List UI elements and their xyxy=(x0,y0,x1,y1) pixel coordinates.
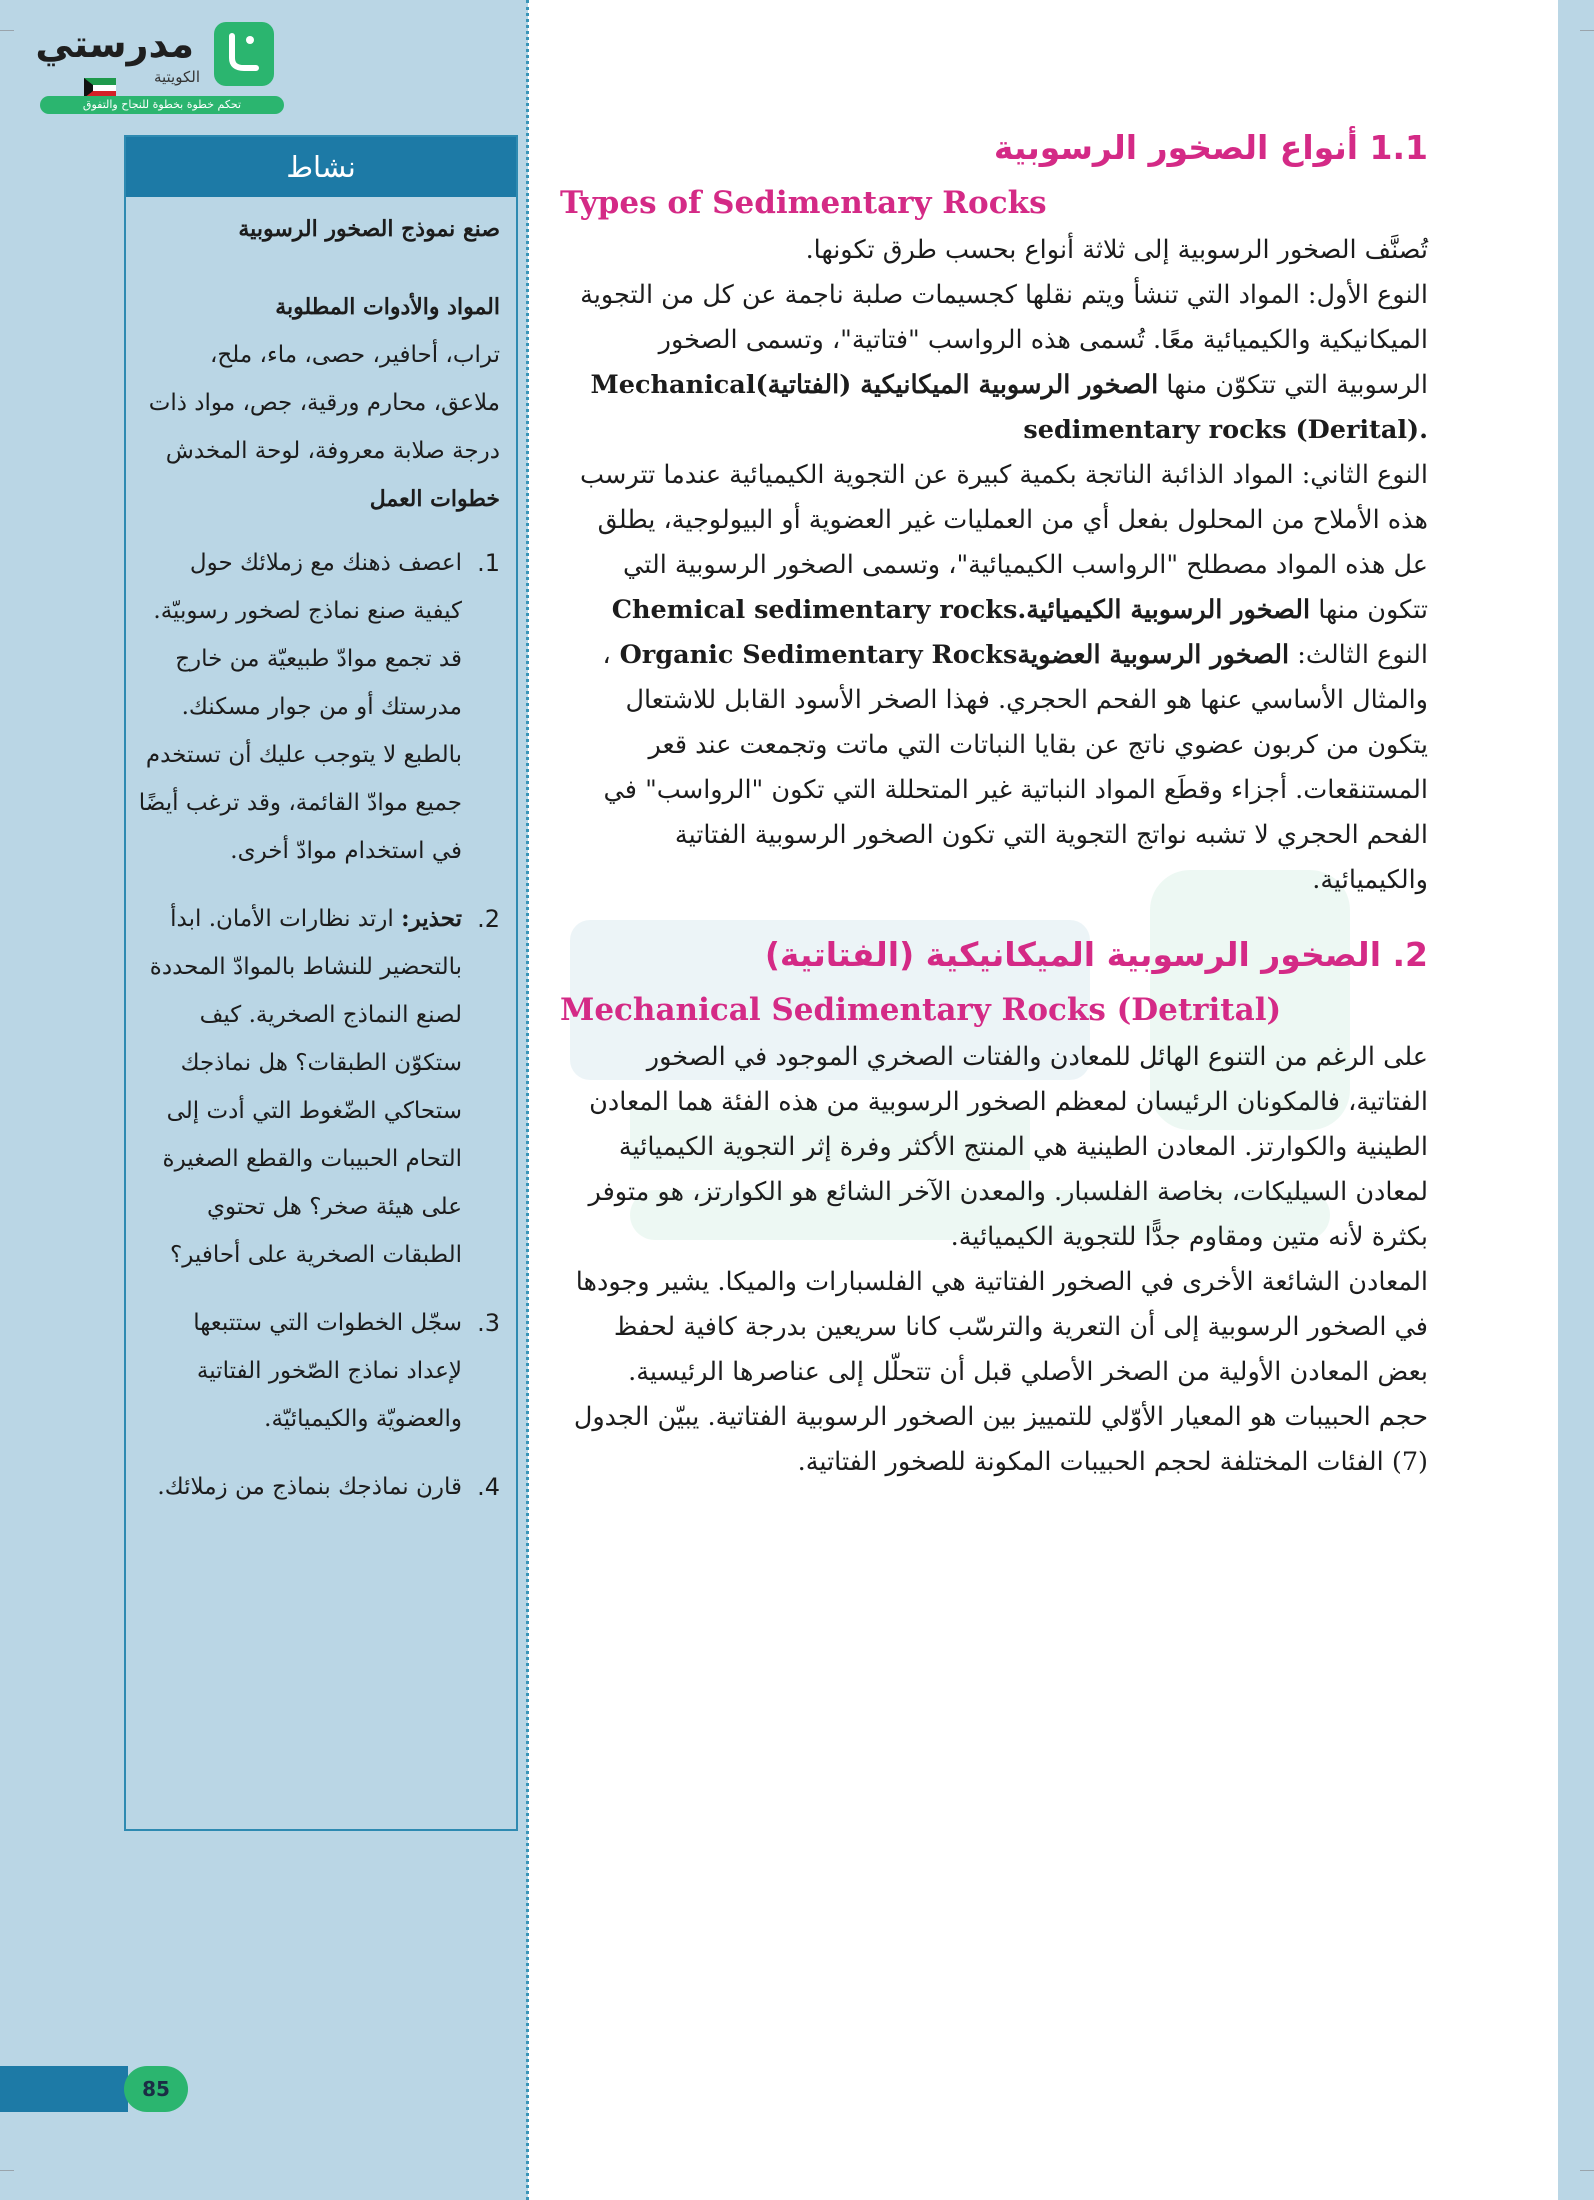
crop-mark xyxy=(0,30,14,31)
step-text: ارتد نظارات الأمان. ابدأ بالتحضير للنشاط بالموادّ المحددة لصنع النماذج الصخرية. كيف ستكوّن الطبقات؟ هل نماذجك ستحاكي الضّغوط التي أدت إلى التحام الحبيبات والقطع الصغيرة على هيئة صخر؟ هل تحتوي الطبقات الصخرية على أحافير؟ xyxy=(149,906,462,1268)
type1-paragraph xyxy=(560,273,1428,453)
page-number-tab xyxy=(0,2066,128,2112)
activity-body xyxy=(138,205,500,1531)
right-margin-strip xyxy=(1558,0,1594,2200)
step-item xyxy=(138,895,500,1279)
step-number: 1. xyxy=(477,549,500,577)
type1-term: الصخور الرسوبية الميكانيكية (الفتاتية) xyxy=(755,370,1159,400)
page-number: 85 xyxy=(124,2066,188,2112)
crop-mark xyxy=(1580,30,1594,31)
column-divider xyxy=(526,0,529,2200)
step-item xyxy=(138,1463,500,1511)
step-text: اعصف ذهنك مع زملائك حول كيفية صنع نماذج لصخور رسوبيّة. قد تجمع موادّ طبيعيّة من خارج مدرستك أو من جوار مسكنك. بالطبع لا يتوجب عليك أن تستخدم جميع موادّ القائمة، وقد ترغب أيضًا في استخدام موادّ أخرى. xyxy=(138,550,462,864)
type3-text: ، والمثال الأساسي عنها هو الفحم الحجري. فهذا الصخر الأسود القابل للاشتعال يتكون من كربون عضوي ناتج عن بقايا النباتات التي ماتت وتجمعت عند قعر المستنقعات. أجزاء وقطَع المواد النباتية غير المتحللة التي تكون "الرواسب" في الفحم الحجري لا تشبه نواتج التجوية التي تكون الصخور الرسوبية الفتاتية والكيميائية. xyxy=(602,640,1428,895)
type2-term: الصخور الرسوبية الكيميائية xyxy=(1026,595,1311,625)
activity-box xyxy=(124,135,518,1831)
step-text: سجّل الخطوات التي ستتبعها لإعداد نماذج الصّخور الفتاتية والعضويّة والكيميائيّة. xyxy=(193,1310,462,1432)
step-text: قارن نماذجك بنماذج من زملائك. xyxy=(157,1474,462,1500)
brand-logo xyxy=(34,18,286,118)
type3-term: الصخور الرسوبية العضوية xyxy=(1017,640,1290,670)
logo-tagline: تحكم خطوة بخطوة للنجاح والتفوق xyxy=(40,96,284,114)
section2-paragraph-2: المعادن الشائعة الأخرى في الصخور الفتاتية هي الفلسبارات والميكا. يشير وجودها في الصخور الرسوبية إلى أن التعرية والترسّب كانا سريعين بدرجة كافية لحفظ بعض المعادن الأولية من الصخر الأصلي قبل أن تتحلّل إلى عناصرها الرئيسية. xyxy=(575,1267,1428,1387)
steps-heading: خطوات العمل xyxy=(369,486,500,512)
type3-term-en: Organic Sedimentary Rocks xyxy=(610,640,1018,670)
logo-mark-icon xyxy=(214,22,274,86)
logo-name: مدرستي xyxy=(35,22,194,66)
section1-title-ar: 1.1 أنواع الصخور الرسوبية xyxy=(993,128,1428,167)
materials-text: تراب، أحافير، حصى، ماء، ملح، ملاعق، محارم ورقية، جص، مواد ذات درجة صلابة معروفة، لوحة المخدش xyxy=(148,342,500,464)
activity-title: صنع نموذج الصخور الرسوبية xyxy=(238,216,500,242)
type3-label: النوع الثالث: xyxy=(1289,640,1428,670)
step-warning-label: تحذير: xyxy=(401,905,462,932)
kuwait-flag-icon xyxy=(84,78,116,98)
section2-title-en: Mechanical Sedimentary Rocks (Detrital) xyxy=(560,992,1282,1028)
step-item xyxy=(138,1299,500,1443)
type2-term-en: Chemical sedimentary rocks. xyxy=(602,595,1027,625)
step-number: 2. xyxy=(477,905,500,933)
logo-subtitle: الكويتية xyxy=(153,68,200,86)
step-item xyxy=(138,539,500,875)
activity-header: نشاط xyxy=(126,137,516,197)
type2-text: النوع الثاني: المواد الذائبة الناتجة بكمية كبيرة عن التجوية الكيميائية عندما تترسب هذه الأملاح من المحلول بفعل أي من العمليات غير العضوية أو البيولوجية، يطلق عل هذه المواد مصطلح "الرواسب الكيميائية"، وتسمى الصخور الرسوبية التي تتكون منها xyxy=(579,460,1428,625)
step-number: 4. xyxy=(477,1473,500,1501)
materials-heading: المواد والأدوات المطلوبة xyxy=(275,294,500,320)
type3-paragraph xyxy=(560,633,1428,903)
section2-paragraph-3: حجم الحبيبات هو المعيار الأوّلي للتمييز بين الصخور الرسوبية الفتاتية. يبيّن الجدول (7) الفئات المختلفة لحجم الحبيبات المكونة للصخور الفتاتية. xyxy=(573,1402,1428,1477)
crop-mark xyxy=(0,2170,14,2171)
main-content xyxy=(560,118,1428,1485)
crop-mark xyxy=(1580,2170,1594,2171)
type2-paragraph xyxy=(560,453,1428,633)
section2-paragraph-1: على الرغم من التنوع الهائل للمعادن والفتات الصخري الموجود في الصخور الفتاتية، فالمكونان الرئيسان لمعظم الصخور الرسوبية من هذه الفئة هما المعادن الطينية والكوارتز. المعادن الطينية هي المنتج الأكثر وفرة إثر التجوية الكيميائية لمعادن السيليكات، بخاصة الفلسبار. والمعدن الآخر الشائع هو الكوارتز، هو متوفر بكثرة لأنه متين ومقاوم جدًّا للتجوية الكيميائية. xyxy=(588,1042,1428,1252)
step-number: 3. xyxy=(477,1309,500,1337)
section1-intro: تُصنَّف الصخور الرسوبية إلى ثلاثة أنواع بحسب طرق تكونها. xyxy=(805,235,1428,265)
type1-term-en: Mechanical sedimentary rocks (Derital). xyxy=(581,370,1428,445)
type1-text: النوع الأول: المواد التي تنشأ ويتم نقلها كجسيمات صلبة ناجمة عن كل من التجوية الميكانيكية والكيميائية معًا. تُسمى هذه الرواسب "فتاتية"، وتسمى الصخور الرسوبية التي تتكوّن منها xyxy=(580,280,1428,400)
steps-list xyxy=(138,539,500,1511)
section2-title-ar: 2. الصخور الرسوبية الميكانيكية (الفتاتية) xyxy=(764,935,1428,974)
section1-title-en: Types of Sedimentary Rocks xyxy=(560,185,1047,221)
